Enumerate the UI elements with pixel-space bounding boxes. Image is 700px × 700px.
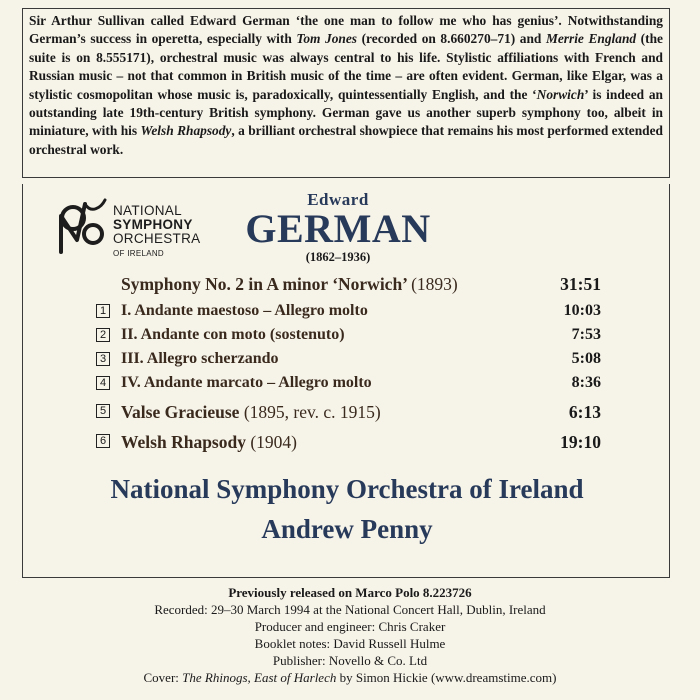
work-title-text: Symphony No. 2 in A minor ‘Norwich’ — [121, 274, 407, 294]
logo-line-national: NATIONAL — [113, 203, 182, 218]
track-row — [23, 302, 671, 324]
main-box — [22, 184, 670, 578]
intro-part: , a brilliant orchestral showpiece that remains his most performed extended orchestral work. — [29, 123, 664, 157]
work-symphony — [23, 274, 671, 296]
composer-dates: (1862–1936) — [305, 250, 371, 264]
publisher-info: Publisher: Novello & Co. Ltd — [272, 653, 428, 668]
track-title — [121, 402, 381, 423]
track-title: I. Andante maestoso – Allegro molto — [121, 302, 368, 319]
track-number: 2 — [96, 328, 110, 342]
track-title: IV. Andante marcato – Allegro molto — [121, 374, 372, 391]
producer-info: Producer and engineer: Chris Craker — [254, 619, 446, 634]
track-year: (1895, rev. c. 1915) — [243, 402, 381, 422]
track-title — [121, 432, 297, 453]
intro-part: (the suite is on 8.555171), orchestral music was always central to his life. Stylistic affiliations with French and Russian music – not that common in British music of the time – are often evident. German, like Elgar, was a stylistic cosmopolitan whose music is, paradoxically, quintessentially English, and the ‘ — [29, 31, 663, 102]
track-row-valse — [23, 402, 671, 424]
recording-info: Recorded: 29–30 March 1994 at the National Concert Hall, Dublin, Ireland — [154, 602, 546, 617]
work-title — [121, 274, 458, 295]
intro-part-italic: Welsh Rhapsody — [140, 123, 232, 139]
composer-first-name: Edward — [307, 190, 369, 209]
logo-line-orchestra: ORCHESTRA — [113, 231, 201, 246]
orchestra-logo — [55, 194, 225, 264]
intro-part-italic: Norwich — [536, 86, 585, 102]
track-duration: 7:53 — [571, 326, 601, 343]
intro-part: ’ is indeed an outstanding late 19th-century British symphony. German gave us another superb symphony too, albeit in miniature, with his — [29, 86, 664, 139]
logo-text — [113, 204, 200, 261]
work-duration: 31:51 — [560, 274, 601, 294]
intro-box — [22, 8, 670, 178]
orchestra-name: National Symphony Orchestra of Ireland — [110, 474, 584, 504]
logo-line-of-ireland: OF IRELAND — [113, 249, 165, 258]
intro-part: (recorded on 8.660270–71) and — [357, 31, 546, 47]
track-row — [23, 374, 671, 396]
cover-suffix: by Simon Hickie (www.dreamstime.com) — [336, 670, 557, 685]
track-number: 4 — [96, 376, 110, 390]
composer-heading — [223, 190, 453, 265]
track-duration: 19:10 — [560, 432, 601, 452]
track-number: 6 — [96, 434, 110, 448]
logo-line-symphony: SYMPHONY — [113, 217, 193, 232]
cover-prefix: Cover: — [143, 670, 183, 685]
track-row — [23, 350, 671, 372]
track-title: III. Allegro scherzando — [121, 350, 279, 367]
track-title: II. Andante con moto (sostenuto) — [121, 326, 345, 343]
work-year: (1893) — [411, 274, 458, 294]
booklet-notes-info: Booklet notes: David Russell Hulme — [254, 636, 446, 651]
conductor-name: Andrew Penny — [261, 514, 433, 544]
previously-released: Previously released on Marco Polo 8.223726 — [228, 585, 472, 600]
track-duration: 6:13 — [568, 402, 601, 422]
track-number: 1 — [96, 304, 110, 318]
track-year: (1904) — [250, 432, 298, 452]
track-row — [23, 326, 671, 348]
track-title-text: Valse Gracieuse — [121, 402, 240, 422]
track-duration: 8:36 — [571, 374, 601, 391]
cover-info — [0, 669, 700, 686]
track-row-welsh — [23, 432, 671, 454]
composer-last-name: GERMAN — [245, 206, 431, 251]
credits-block — [0, 584, 700, 686]
intro-part: Sir Arthur Sullivan called Edward German ‘the one man to follow me who has genius’. Notwithstanding German’s success in operetta, especially with — [29, 13, 663, 47]
nso-logo-icon — [55, 194, 113, 264]
cover-title: The Rhinogs, East of Harlech — [182, 670, 337, 685]
track-number: 5 — [96, 404, 110, 418]
intro-part-italic: Tom Jones — [296, 31, 358, 47]
intro-part-italic: Merrie England — [545, 31, 637, 47]
intro-text — [29, 12, 663, 159]
track-title-text: Welsh Rhapsody — [121, 432, 246, 452]
track-number: 3 — [96, 352, 110, 366]
track-duration: 5:08 — [571, 350, 601, 367]
track-duration: 10:03 — [563, 302, 601, 319]
